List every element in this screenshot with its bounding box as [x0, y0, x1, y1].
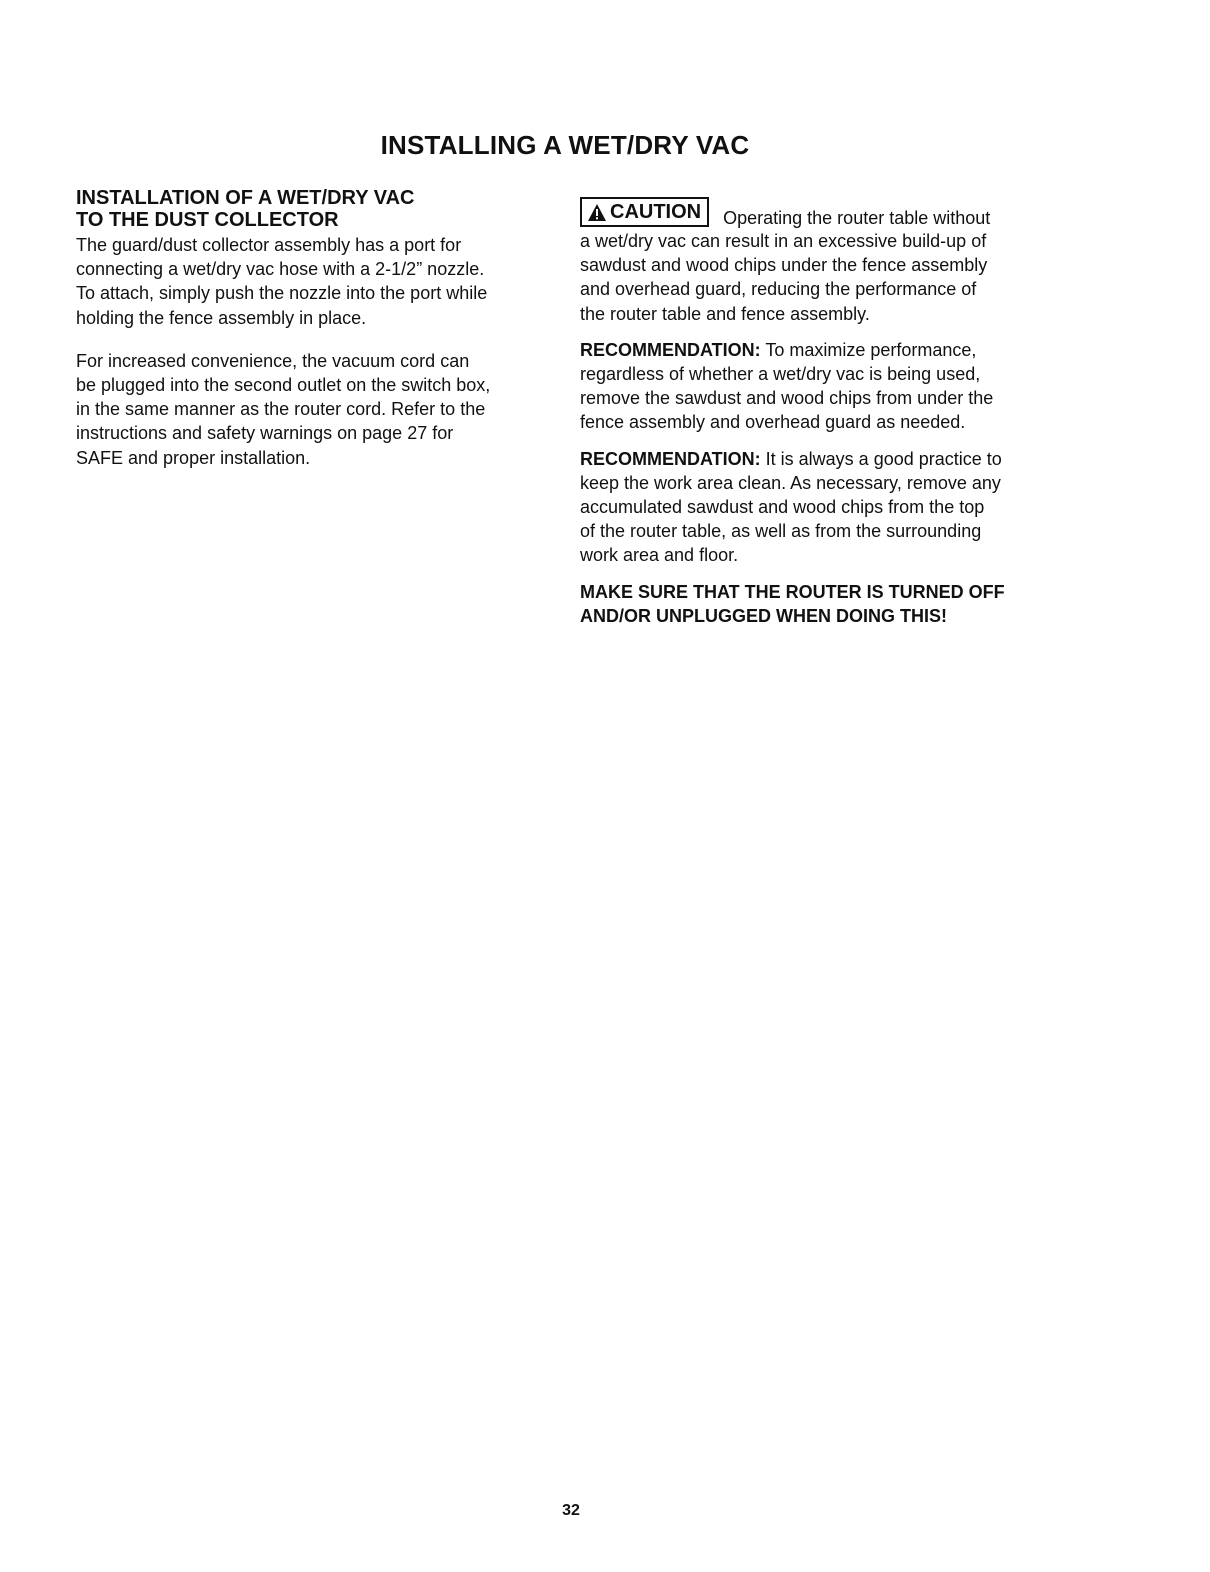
text-line: remove the sawdust and wood chips from under the — [580, 388, 994, 409]
text-line: To attach, simply push the nozzle into the port while — [76, 283, 488, 304]
page-number: 32 — [562, 1502, 580, 1519]
text-line: accumulated sawdust and wood chips from the top — [580, 497, 985, 518]
text-line: instructions and safety warnings on page 27 for — [76, 423, 454, 444]
paragraph-spacer — [580, 326, 1058, 338]
caution-badge — [580, 197, 709, 227]
text-line: regardless of whether a wet/dry vac is being used, — [580, 364, 981, 385]
recommendation-first-line: It is always a good practice to — [760, 448, 1002, 469]
text-line: AND/OR UNPLUGGED WHEN DOING THIS! — [580, 605, 947, 626]
text-line: sawdust and wood chips under the fence assembly — [580, 255, 988, 276]
right-column — [580, 188, 1058, 628]
text-line: SAFE and proper installation. — [76, 447, 311, 468]
paragraph-spacer — [76, 330, 546, 349]
section-heading — [76, 187, 546, 231]
paragraph-port-description — [76, 233, 546, 330]
text-line: and overhead guard, reducing the performance of — [580, 279, 977, 300]
text-line: The guard/dust collector assembly has a port for — [76, 235, 462, 255]
paragraph-spacer — [580, 435, 1058, 447]
text-line: of the router table, as well as from the surrounding — [580, 521, 982, 542]
text-line: fence assembly and overhead guard as needed. — [580, 412, 966, 433]
caution-label: CAUTION — [610, 200, 702, 223]
caution-text-first-line: Operating the router table without — [723, 207, 991, 228]
caution-paragraph — [580, 229, 1058, 326]
text-line: a wet/dry vac can result in an excessive build-up of — [580, 231, 987, 251]
text-line: the router table and fence assembly. — [580, 303, 870, 324]
recommendation-paragraph-1 — [580, 338, 1058, 435]
page-title: INSTALLING A WET/DRY VAC — [380, 130, 750, 160]
text-line: be plugged into the second outlet on the switch box, — [76, 375, 491, 396]
recommendation-label: RECOMMENDATION: — [580, 339, 761, 360]
text-line: holding the fence assembly in place. — [76, 307, 367, 328]
left-column — [76, 187, 546, 470]
text-line: connecting a wet/dry vac hose with a 2-1/2” nozzle. — [76, 259, 485, 280]
section-heading-line-1: INSTALLATION OF A WET/DRY VAC — [76, 187, 415, 209]
warning-triangle-icon — [587, 203, 607, 222]
text-line: MAKE SURE THAT THE ROUTER IS TURNED OFF — [580, 581, 1005, 602]
text-line — [580, 338, 1058, 362]
paragraph-spacer — [580, 568, 1058, 580]
caution-row — [580, 188, 1058, 228]
text-line — [580, 447, 1058, 471]
text-line: in the same manner as the router cord. Refer to the — [76, 399, 486, 420]
recommendation-label: RECOMMENDATION: — [580, 448, 761, 469]
recommendation-first-line: To maximize performance, — [760, 339, 977, 360]
text-line: work area and floor. — [580, 545, 739, 566]
text-line: For increased convenience, the vacuum cord can — [76, 350, 470, 371]
text-line: keep the work area clean. As necessary, remove any — [580, 472, 1001, 493]
recommendation-paragraph-2 — [580, 447, 1058, 568]
section-heading-line-2: TO THE DUST COLLECTOR — [76, 209, 339, 231]
paragraph-vacuum-cord — [76, 349, 546, 470]
safety-warning — [580, 580, 1058, 628]
